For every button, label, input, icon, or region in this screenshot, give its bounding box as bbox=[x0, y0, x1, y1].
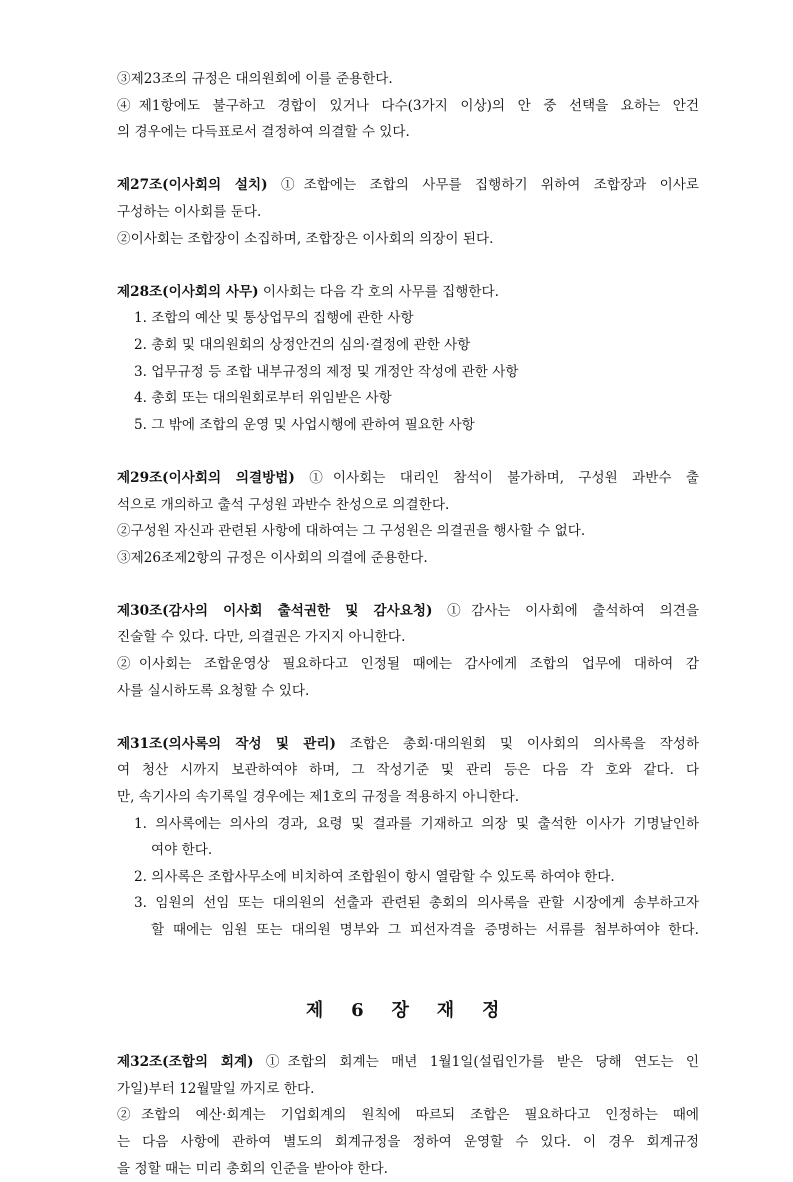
article-30-line: 제30조(감사의 이사회 출석권한 및 감사요청) ①감사는 이사회에 출석하여 의견을 bbox=[117, 602, 700, 619]
text-line: 석으로 개의하고 출석 구성원 과반수 찬성으로 의결한다. bbox=[117, 496, 450, 513]
text-line: ②이사회는 조합장이 소집하며, 조합장은 이사회의 의장이 된다. bbox=[117, 230, 494, 247]
list-item: 1. 의사록에는 의사의 경과, 요령 및 결과를 기재하고 의장 및 출석한 이사가 기명날인하 bbox=[134, 815, 699, 832]
text-line: ③제26조제2항의 규정은 이사회의 의결에 준용한다. bbox=[117, 549, 428, 566]
article-31-line: 제31조(의사록의 작성 및 관리) 조합은 총회·대의원회 및 이사회의 의사록을 작성하 bbox=[117, 735, 699, 752]
text-line: 진술할 수 있다. 다만, 의결권은 가지지 아니한다. bbox=[117, 629, 406, 646]
text-line: ②구성원 자신과 관련된 사항에 대하여는 그 구성원은 의결권을 행사할 수 없다. bbox=[117, 523, 586, 540]
list-item: 1. 조합의 예산 및 통상업무의 집행에 관한 사항 bbox=[134, 310, 414, 327]
text-line: 을 정할 때는 미리 총회의 인준을 받아야 한다. bbox=[117, 1160, 388, 1177]
text-line: 가일)부터 12월말일 까지로 한다. bbox=[117, 1080, 315, 1097]
text-line: 구성하는 이사회를 둔다. bbox=[117, 203, 262, 220]
text-line: ④제1항에도 불구하고 경합이 있거나 다수(3가지 이상)의 안 중 선택을 요하는 안건 bbox=[117, 97, 699, 114]
article-28-line: 제28조(이사회의 사무) 이사회는 다음 각 호의 사무를 집행한다. bbox=[117, 283, 499, 300]
list-item: 2. 의사록은 조합사무소에 비치하여 조합원이 항시 열람할 수 있도록 하여야 한다. bbox=[134, 868, 615, 885]
list-item-continuation: 할 때에는 임원 또는 대의원 명부와 그 피선자격을 증명하는 서류를 첨부하여야 한다. bbox=[151, 922, 699, 938]
list-item: 3. 임원의 선임 또는 대의원의 선출과 관련된 총회의 의사록을 관할 시장에게 송부하고자 bbox=[134, 895, 699, 912]
article-29-line: 제29조(이사회의 의결방법) ①이사회는 대리인 참석이 불가하며, 구성원 과반수 출 bbox=[117, 469, 699, 486]
list-item: 4. 총회 또는 대의원회로부터 위임받은 사항 bbox=[134, 390, 392, 407]
text-line: 의 경우에는 다득표로서 결정하여 의결할 수 있다. bbox=[117, 124, 410, 141]
article-32-title: 제32조(조합의 회계) bbox=[117, 1054, 254, 1071]
article-27-line: 제27조(이사회의 설치) ①조합에는 조합의 사무를 집행하기 위하여 조합장과 이사로 bbox=[117, 177, 699, 194]
list-item: 5. 그 밖에 조합의 운영 및 사업시행에 관하여 필요한 사항 bbox=[134, 416, 475, 433]
list-item: 3. 업무규정 등 조합 내부규정의 제정 및 개정안 작성에 관한 사항 bbox=[134, 363, 519, 380]
text-line: ②이사회는 조합운영상 필요하다고 인정될 때에는 감사에게 조합의 업무에 대하여 감 bbox=[117, 656, 699, 673]
article-32-line: 제32조(조합의 회계) ①조합의 회계는 매년 1월1일(설립인가를 받은 당해 연도는 인 bbox=[117, 1054, 699, 1071]
text-line: ③제23조의 규정은 대의원회에 이를 준용한다. bbox=[117, 71, 393, 87]
article-27-title: 제27조(이사회의 설치) bbox=[117, 177, 268, 194]
text-line: 사를 실시하도록 요청할 수 있다. bbox=[117, 682, 310, 699]
list-item-continuation: 여야 한다. bbox=[151, 842, 213, 859]
text-line: 여 청산 시까지 보관하여야 하며, 그 작성기준 및 관리 등은 다음 각 호와 같다. 다 bbox=[117, 762, 699, 779]
article-30-title: 제30조(감사의 이사회 출석권한 및 감사요청) bbox=[117, 602, 433, 619]
text-line: 는 다음 사항에 관하여 별도의 회계규정을 정하여 운영할 수 있다. 이 경우 회계규정 bbox=[117, 1133, 699, 1150]
text-line: 만, 속기사의 속기록일 경우에는 제1호의 규정을 적용하지 아니한다. bbox=[117, 789, 520, 806]
list-item: 2. 총회 및 대의원회의 상정안건의 심의·결정에 관한 사항 bbox=[134, 336, 471, 353]
article-28-title: 제28조(이사회의 사무) bbox=[117, 283, 259, 300]
chapter-heading: 제 6 장 재 정 bbox=[305, 1000, 511, 1022]
text-line: ②조합의 예산·회계는 기업회계의 원칙에 따르되 조합은 필요하다고 인정하는 때에 bbox=[117, 1107, 699, 1124]
document-page bbox=[117, 66, 699, 1182]
article-31-title: 제31조(의사록의 작성 및 관리) bbox=[117, 735, 336, 752]
article-29-title: 제29조(이사회의 의결방법) bbox=[117, 469, 295, 486]
